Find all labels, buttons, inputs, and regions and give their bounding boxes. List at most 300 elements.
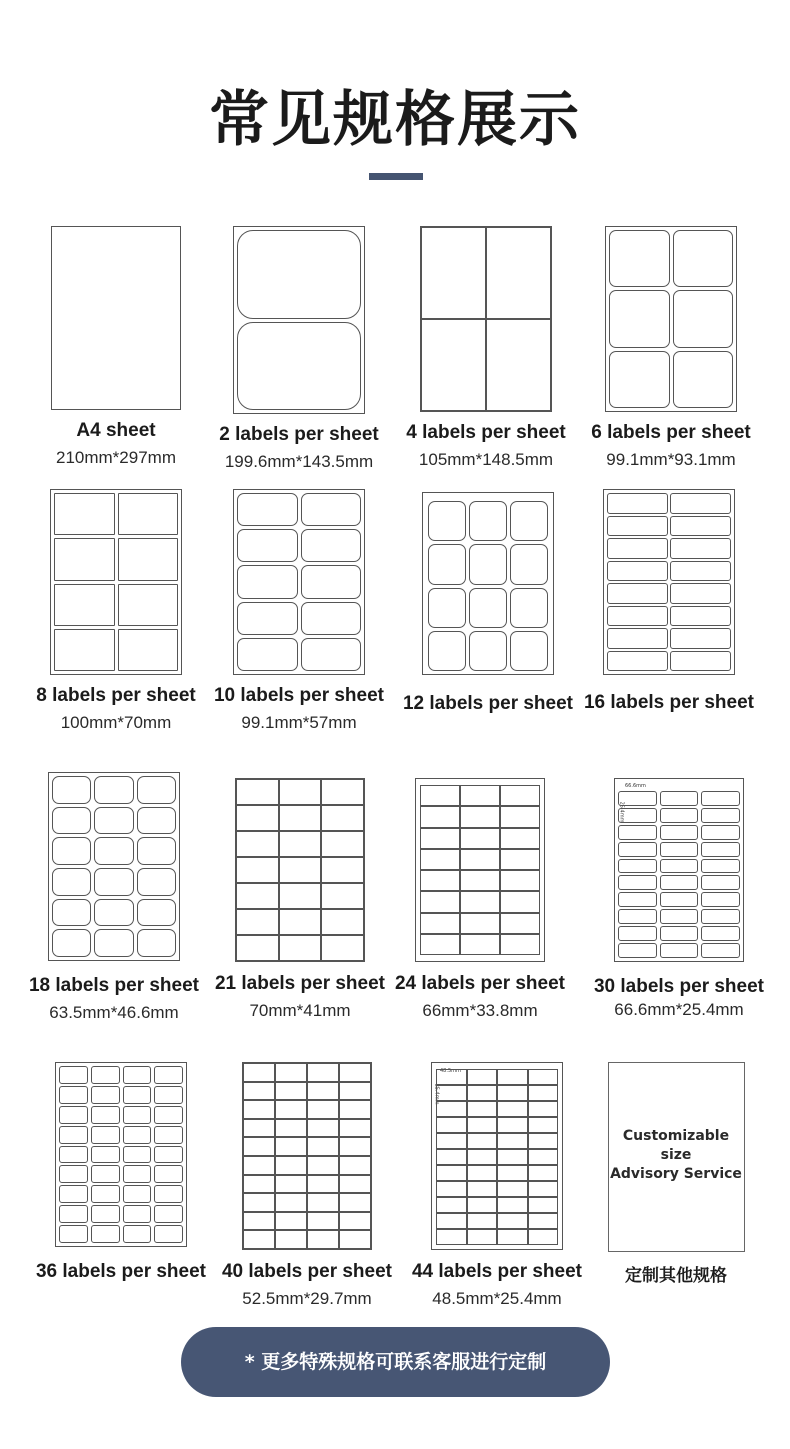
label-cell xyxy=(275,1100,307,1119)
label-cell xyxy=(118,538,179,580)
label-cell xyxy=(307,1212,339,1231)
label-cell xyxy=(275,1137,307,1156)
label-cell xyxy=(497,1085,528,1101)
label-cell xyxy=(307,1137,339,1156)
label-cell xyxy=(301,493,362,526)
label-cell xyxy=(500,870,540,891)
label-cell xyxy=(467,1149,498,1165)
sheet-preview xyxy=(233,226,365,414)
label-cell xyxy=(339,1063,371,1082)
label-cell xyxy=(123,1086,152,1104)
spec-label: 16 labels per sheet xyxy=(583,692,755,713)
label-cell xyxy=(243,1082,275,1101)
label-cell xyxy=(236,779,279,805)
label-cell xyxy=(118,629,179,671)
spec-label: 6 labels per sheet xyxy=(591,422,751,443)
label-cell xyxy=(154,1066,183,1084)
label-cell xyxy=(275,1193,307,1212)
label-cell xyxy=(510,631,548,671)
spec-dimensions: 66mm*33.8mm xyxy=(422,1001,538,1020)
label-cell xyxy=(307,1156,339,1175)
label-cell xyxy=(497,1101,528,1117)
label-cell xyxy=(52,868,91,896)
label-cell xyxy=(436,1085,467,1101)
label-cell xyxy=(54,629,115,671)
label-cell xyxy=(154,1126,183,1144)
label-cell xyxy=(673,351,734,408)
label-cell xyxy=(701,892,740,907)
label-cell xyxy=(237,529,298,562)
spec-label: 36 labels per sheet xyxy=(35,1261,207,1282)
label-cell xyxy=(609,230,670,287)
spec-dimensions: 105mm*148.5mm xyxy=(418,450,554,469)
spec-18-labels xyxy=(19,772,209,1023)
label-cell xyxy=(307,1100,339,1119)
label-cell xyxy=(301,602,362,635)
label-cell xyxy=(243,1193,275,1212)
spec-label: 12 labels per sheet xyxy=(402,693,574,714)
label-cell xyxy=(469,588,507,628)
label-cell xyxy=(528,1069,559,1085)
label-cell xyxy=(339,1119,371,1138)
label-cell xyxy=(618,859,657,874)
label-cell xyxy=(91,1146,120,1164)
label-cell xyxy=(321,883,364,909)
label-cell xyxy=(123,1165,152,1183)
label-cell xyxy=(237,638,298,671)
label-cell xyxy=(236,857,279,883)
label-cell xyxy=(701,808,740,823)
label-cell xyxy=(660,875,699,890)
label-cell xyxy=(137,837,176,865)
label-cell xyxy=(91,1126,120,1144)
label-cell xyxy=(436,1133,467,1149)
label-cell xyxy=(321,779,364,805)
spec-16-labels xyxy=(574,489,764,714)
sheet-preview xyxy=(233,489,365,675)
spec-label: 10 labels per sheet xyxy=(213,685,385,706)
custom-sheet-preview xyxy=(608,1062,745,1252)
label-cell xyxy=(701,859,740,874)
custom-label: 定制其他规格 xyxy=(625,1266,727,1286)
spec-30-labels xyxy=(584,778,774,1020)
label-cell xyxy=(436,1149,467,1165)
label-cell xyxy=(607,561,668,582)
label-cell xyxy=(279,883,322,909)
label-cell xyxy=(460,828,500,849)
label-cell xyxy=(500,849,540,870)
label-cell xyxy=(123,1185,152,1203)
label-cell xyxy=(460,785,500,806)
label-cell xyxy=(123,1106,152,1124)
label-cell xyxy=(436,1229,467,1245)
label-cell xyxy=(52,899,91,927)
label-cell xyxy=(236,831,279,857)
label-cell xyxy=(500,913,540,934)
label-cell xyxy=(497,1149,528,1165)
label-cell xyxy=(467,1101,498,1117)
label-cell xyxy=(279,805,322,831)
label-cell xyxy=(460,870,500,891)
label-cell xyxy=(137,776,176,804)
spec-21-labels xyxy=(205,778,395,1021)
label-cell xyxy=(670,493,731,514)
label-cell xyxy=(469,631,507,671)
label-cell xyxy=(701,909,740,924)
label-cell xyxy=(339,1156,371,1175)
label-cell xyxy=(94,868,133,896)
label-cell xyxy=(339,1175,371,1194)
label-cell xyxy=(660,926,699,941)
label-cell xyxy=(607,538,668,559)
label-cell xyxy=(52,929,91,957)
label-cell xyxy=(321,831,364,857)
label-cell xyxy=(486,227,551,319)
label-cell xyxy=(94,776,133,804)
label-cell xyxy=(94,807,133,835)
sheet-preview xyxy=(614,778,744,962)
label-cell xyxy=(307,1230,339,1249)
label-cell xyxy=(154,1106,183,1124)
spec-dimensions: 63.5mm*46.6mm xyxy=(49,1003,179,1022)
label-cell xyxy=(467,1213,498,1229)
label-cell xyxy=(618,943,657,958)
label-cell xyxy=(279,779,322,805)
sheet-preview xyxy=(51,226,181,410)
label-cell xyxy=(275,1082,307,1101)
label-cell xyxy=(460,849,500,870)
sheet-preview xyxy=(50,489,182,675)
label-cell xyxy=(701,842,740,857)
label-cell xyxy=(670,583,731,604)
label-cell xyxy=(660,808,699,823)
label-cell xyxy=(469,544,507,584)
label-cell xyxy=(54,584,115,626)
label-cell xyxy=(59,1205,88,1223)
label-cell xyxy=(275,1156,307,1175)
spec-label: A4 sheet xyxy=(76,420,156,441)
spec-a4-sheet xyxy=(21,226,211,468)
label-cell xyxy=(339,1137,371,1156)
label-cell xyxy=(307,1082,339,1101)
label-cell xyxy=(460,891,500,912)
spec-24-labels xyxy=(385,778,575,1021)
label-cell xyxy=(528,1117,559,1133)
label-cell xyxy=(701,926,740,941)
label-cell xyxy=(243,1137,275,1156)
label-cell xyxy=(123,1205,152,1223)
label-cell xyxy=(460,913,500,934)
label-cell xyxy=(436,1213,467,1229)
label-cell xyxy=(428,544,466,584)
page-title: 常见规格展示 xyxy=(209,85,581,155)
label-cell xyxy=(607,651,668,672)
label-cell xyxy=(243,1156,275,1175)
label-cell xyxy=(497,1213,528,1229)
label-cell xyxy=(123,1225,152,1243)
label-cell xyxy=(154,1165,183,1183)
label-cell xyxy=(618,808,657,823)
label-cell xyxy=(528,1149,559,1165)
sheet-preview xyxy=(603,489,735,675)
spec-label: 44 labels per sheet xyxy=(411,1261,583,1282)
label-cell xyxy=(307,1119,339,1138)
label-cell xyxy=(123,1146,152,1164)
label-cell xyxy=(123,1126,152,1144)
label-cell xyxy=(528,1197,559,1213)
label-cell xyxy=(460,934,500,955)
label-cell xyxy=(420,785,460,806)
label-cell xyxy=(137,899,176,927)
custom-line-2: Advisory Service xyxy=(610,1166,742,1182)
spec-label: 24 labels per sheet xyxy=(394,973,566,994)
label-cell xyxy=(279,935,322,961)
label-cell xyxy=(528,1133,559,1149)
width-annotation: 48.5mm xyxy=(440,1068,461,1074)
label-cell xyxy=(91,1106,120,1124)
label-cell xyxy=(528,1085,559,1101)
label-cell xyxy=(321,909,364,935)
label-cell xyxy=(500,806,540,827)
spec-custom xyxy=(581,1062,771,1286)
sheet-preview xyxy=(422,492,554,675)
label-cell xyxy=(421,227,486,319)
label-cell xyxy=(237,565,298,598)
label-cell xyxy=(123,1066,152,1084)
label-cell xyxy=(279,831,322,857)
label-cell xyxy=(528,1213,559,1229)
label-cell xyxy=(467,1085,498,1101)
spec-40-labels xyxy=(212,1062,402,1309)
label-cell xyxy=(420,891,460,912)
label-cell xyxy=(137,807,176,835)
label-cell xyxy=(154,1185,183,1203)
label-cell xyxy=(237,322,361,411)
label-cell xyxy=(91,1086,120,1104)
spec-label: 21 labels per sheet xyxy=(214,973,386,994)
label-cell xyxy=(510,544,548,584)
label-cell xyxy=(243,1230,275,1249)
spec-label: 30 labels per sheet xyxy=(593,976,765,997)
label-cell xyxy=(59,1086,88,1104)
label-cell xyxy=(94,837,133,865)
label-cell xyxy=(673,230,734,287)
label-cell xyxy=(301,529,362,562)
spec-dimensions: 66.6mm*25.4mm xyxy=(614,1000,744,1019)
label-cell xyxy=(469,501,507,541)
label-cell xyxy=(467,1181,498,1197)
label-cell xyxy=(670,651,731,672)
label-cell xyxy=(59,1106,88,1124)
label-cell xyxy=(52,807,91,835)
sheet-preview xyxy=(48,772,180,961)
label-cell xyxy=(52,776,91,804)
label-cell xyxy=(243,1063,275,1082)
label-cell xyxy=(497,1197,528,1213)
spec-44-labels xyxy=(402,1062,592,1309)
label-cell xyxy=(528,1181,559,1197)
label-cell xyxy=(467,1069,498,1085)
spec-dimensions: 199.6mm*143.5mm xyxy=(224,452,374,471)
label-cell xyxy=(91,1205,120,1223)
label-cell xyxy=(307,1175,339,1194)
label-cell xyxy=(428,588,466,628)
title-underline xyxy=(369,173,423,180)
spec-label: 2 labels per sheet xyxy=(219,424,379,445)
spec-12-labels xyxy=(393,492,583,715)
label-cell xyxy=(421,319,486,411)
height-annotation: 25.4mm xyxy=(433,1083,440,1105)
label-cell xyxy=(59,1066,88,1084)
label-cell xyxy=(275,1230,307,1249)
label-cell xyxy=(660,825,699,840)
contact-service-banner: * 更多特殊规格可联系客服进行定制 xyxy=(181,1327,610,1397)
label-cell xyxy=(94,929,133,957)
spec-label: 8 labels per sheet xyxy=(36,685,196,706)
height-annotation: 25.4mm xyxy=(618,801,625,823)
label-cell xyxy=(609,290,670,347)
label-cell xyxy=(497,1229,528,1245)
label-cell xyxy=(301,565,362,598)
label-cell xyxy=(497,1069,528,1085)
label-cell xyxy=(339,1212,371,1231)
label-cell xyxy=(118,584,179,626)
label-cell xyxy=(510,588,548,628)
label-cell xyxy=(660,943,699,958)
spec-6-labels xyxy=(576,226,766,470)
label-cell xyxy=(701,791,740,806)
label-cell xyxy=(275,1063,307,1082)
label-cell xyxy=(618,892,657,907)
label-cell xyxy=(701,825,740,840)
spec-dimensions: 210mm*297mm xyxy=(56,448,176,467)
label-cell xyxy=(701,875,740,890)
label-cell xyxy=(243,1100,275,1119)
label-cell xyxy=(467,1165,498,1181)
label-cell xyxy=(321,805,364,831)
label-cell xyxy=(436,1101,467,1117)
label-cell xyxy=(275,1212,307,1231)
label-cell xyxy=(91,1165,120,1183)
spec-2-labels xyxy=(204,226,394,472)
label-cell xyxy=(94,899,133,927)
label-cell xyxy=(670,561,731,582)
spec-dimensions: 48.5mm*25.4mm xyxy=(432,1289,562,1308)
label-cell xyxy=(137,929,176,957)
spec-36-labels xyxy=(26,1062,216,1283)
label-cell xyxy=(236,909,279,935)
label-cell xyxy=(670,516,731,537)
label-cell xyxy=(436,1069,467,1085)
label-cell xyxy=(237,230,361,319)
label-cell xyxy=(467,1229,498,1245)
label-cell xyxy=(154,1086,183,1104)
sheet-preview xyxy=(431,1062,563,1250)
label-cell xyxy=(59,1126,88,1144)
label-cell xyxy=(243,1119,275,1138)
label-cell xyxy=(339,1193,371,1212)
label-cell xyxy=(486,319,551,411)
label-cell xyxy=(420,913,460,934)
label-cell xyxy=(321,857,364,883)
sheet-preview xyxy=(420,226,552,412)
label-cell xyxy=(307,1063,339,1082)
label-cell xyxy=(54,493,115,535)
sheet-preview xyxy=(415,778,545,962)
label-cell xyxy=(420,828,460,849)
sheet-preview xyxy=(242,1062,372,1250)
label-cell xyxy=(660,842,699,857)
label-cell xyxy=(154,1146,183,1164)
label-cell xyxy=(607,493,668,514)
label-cell xyxy=(59,1225,88,1243)
label-cell xyxy=(236,935,279,961)
label-cell xyxy=(497,1165,528,1181)
label-cell xyxy=(237,602,298,635)
label-cell xyxy=(500,828,540,849)
label-cell xyxy=(467,1133,498,1149)
label-cell xyxy=(436,1181,467,1197)
label-cell xyxy=(339,1230,371,1249)
spec-dimensions: 100mm*70mm xyxy=(60,713,172,732)
label-cell xyxy=(660,909,699,924)
width-annotation: 66.6mm xyxy=(625,783,646,789)
label-cell xyxy=(660,892,699,907)
label-cell xyxy=(243,1175,275,1194)
label-cell xyxy=(420,806,460,827)
custom-line-1: Customizable size xyxy=(622,1128,730,1163)
label-cell xyxy=(701,943,740,958)
spec-dimensions: 52.5mm*29.7mm xyxy=(242,1289,372,1308)
label-cell xyxy=(467,1197,498,1213)
label-cell xyxy=(618,875,657,890)
spec-10-labels xyxy=(204,489,394,733)
label-cell xyxy=(436,1165,467,1181)
label-cell xyxy=(301,638,362,671)
label-cell xyxy=(91,1185,120,1203)
label-cell xyxy=(460,806,500,827)
label-cell xyxy=(279,857,322,883)
label-cell xyxy=(275,1175,307,1194)
label-cell xyxy=(243,1212,275,1231)
label-cell xyxy=(497,1133,528,1149)
label-cell xyxy=(467,1117,498,1133)
label-cell xyxy=(118,493,179,535)
label-cell xyxy=(660,859,699,874)
label-cell xyxy=(528,1101,559,1117)
label-cell xyxy=(154,1205,183,1223)
label-cell xyxy=(154,1225,183,1243)
label-cell xyxy=(618,791,657,806)
spec-8-labels xyxy=(21,489,211,733)
label-cell xyxy=(275,1119,307,1138)
label-cell xyxy=(237,493,298,526)
label-cell xyxy=(660,791,699,806)
spec-dimensions: 99.1mm*57mm xyxy=(241,713,357,732)
label-cell xyxy=(528,1229,559,1245)
label-cell xyxy=(500,934,540,955)
label-cell xyxy=(54,538,115,580)
label-cell xyxy=(52,837,91,865)
label-cell xyxy=(618,909,657,924)
label-cell xyxy=(420,849,460,870)
sheet-preview xyxy=(235,778,365,962)
label-cell xyxy=(428,501,466,541)
sheet-preview xyxy=(605,226,737,412)
label-cell xyxy=(420,870,460,891)
sheet-preview xyxy=(55,1062,187,1247)
label-cell xyxy=(607,583,668,604)
